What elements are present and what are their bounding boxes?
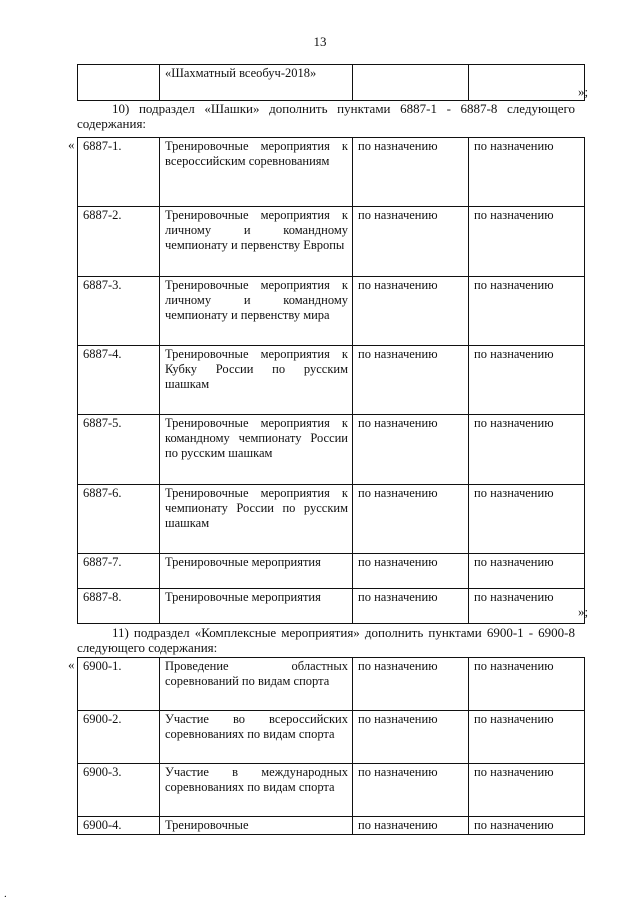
row-name: Тренировочные мероприятия к Кубку России по русским шашкам (160, 346, 353, 415)
row-col-b: по назначению (469, 207, 585, 277)
row-number: 6887-6. (78, 485, 160, 554)
table-row (78, 658, 585, 711)
table-row (78, 346, 585, 415)
row-col-b: по назначению (469, 764, 585, 817)
row-name: Тренировочные мероприятия (160, 554, 353, 589)
opening-quote-mark: « (68, 137, 75, 152)
row-col-a: по назначению (353, 415, 469, 485)
row-name: Проведение областных соревнований по видам спорта (160, 658, 353, 711)
closing-quote-mark: »; (578, 604, 589, 619)
row-number: 6887-4. (78, 346, 160, 415)
table-row (78, 485, 585, 554)
row-number: 6887-2. (78, 207, 160, 277)
table-row (78, 207, 585, 277)
row-col-b: по назначению (469, 711, 585, 764)
row-number: 6900-2. (78, 711, 160, 764)
row-col-a: по назначению (353, 589, 469, 624)
row-number: 6887-1. (78, 138, 160, 207)
row-number: 6887-7. (78, 554, 160, 589)
section-11-text: 11) подраздел «Комплексные мероприятия» дополнить пунктами 6900-1 - 6900-8 следующего содержания: (77, 625, 575, 655)
row-name: Тренировочные (160, 817, 353, 835)
row-col-b: по назначению (469, 346, 585, 415)
checkers-table (77, 137, 585, 624)
table-row (78, 764, 585, 817)
row-col-a (353, 65, 469, 101)
complex-events-table (77, 657, 585, 835)
row-col-a: по назначению (353, 817, 469, 835)
row-name: Тренировочные мероприятия к всероссийским соревнованиям (160, 138, 353, 207)
row-col-a: по назначению (353, 207, 469, 277)
row-name: Тренировочные мероприятия к личному и командному чемпионату и первенству мира (160, 277, 353, 346)
row-name: Тренировочные мероприятия (160, 589, 353, 624)
row-col-a: по назначению (353, 138, 469, 207)
table-row (78, 554, 585, 589)
closing-quote-mark: »; (578, 84, 589, 99)
row-number: 6887-5. (78, 415, 160, 485)
row-col-b: по назначению (469, 277, 585, 346)
row-number: 6900-4. (78, 817, 160, 835)
row-col-a: по назначению (353, 346, 469, 415)
row-col-b: по назначению (469, 138, 585, 207)
row-col-a: по назначению (353, 485, 469, 554)
row-number: 6900-1. (78, 658, 160, 711)
opening-quote-mark: « (68, 657, 75, 672)
row-col-b: по назначению (469, 415, 585, 485)
row-name: «Шахматный всеобуч-2018» (160, 65, 353, 101)
table-row (78, 817, 585, 835)
row-name: Тренировочные мероприятия к личному и командному чемпионату и первенству Европы (160, 207, 353, 277)
section-10-text: 10) подраздел «Шашки» дополнить пунктами 6887-1 - 6887-8 следующего содержания: (77, 101, 575, 131)
table-row (78, 711, 585, 764)
row-col-a: по назначению (353, 711, 469, 764)
page-number: 13 (313, 34, 327, 49)
row-number: 6887-3. (78, 277, 160, 346)
row-col-b: по назначению (469, 485, 585, 554)
row-col-b (469, 65, 585, 101)
section-11-paragraph (77, 625, 575, 655)
row-col-a: по назначению (353, 554, 469, 589)
row-name: Тренировочные мероприятия к чемпионату России по русским шашкам (160, 485, 353, 554)
section-10-paragraph (77, 101, 575, 131)
continuation-table (77, 64, 585, 101)
row-name: Тренировочные мероприятия к командному чемпионату России по русским шашкам (160, 415, 353, 485)
row-col-a: по назначению (353, 764, 469, 817)
row-col-a: по назначению (353, 658, 469, 711)
table-row (78, 65, 585, 101)
row-col-a: по назначению (353, 277, 469, 346)
row-number: 6887-8. (78, 589, 160, 624)
row-col-b: по назначению (469, 589, 585, 624)
row-name: Участие во всероссийских соревнованиях по видам спорта (160, 711, 353, 764)
table-row (78, 589, 585, 624)
row-number: 6900-3. (78, 764, 160, 817)
row-col-b: по назначению (469, 817, 585, 835)
row-number (78, 65, 160, 101)
row-name: Участие в международных соревнованиях по видам спорта (160, 764, 353, 817)
row-col-b: по назначению (469, 658, 585, 711)
row-col-b: по назначению (469, 554, 585, 589)
table-row (78, 415, 585, 485)
margin-mark: . (4, 888, 7, 900)
table-row (78, 138, 585, 207)
table-row (78, 277, 585, 346)
